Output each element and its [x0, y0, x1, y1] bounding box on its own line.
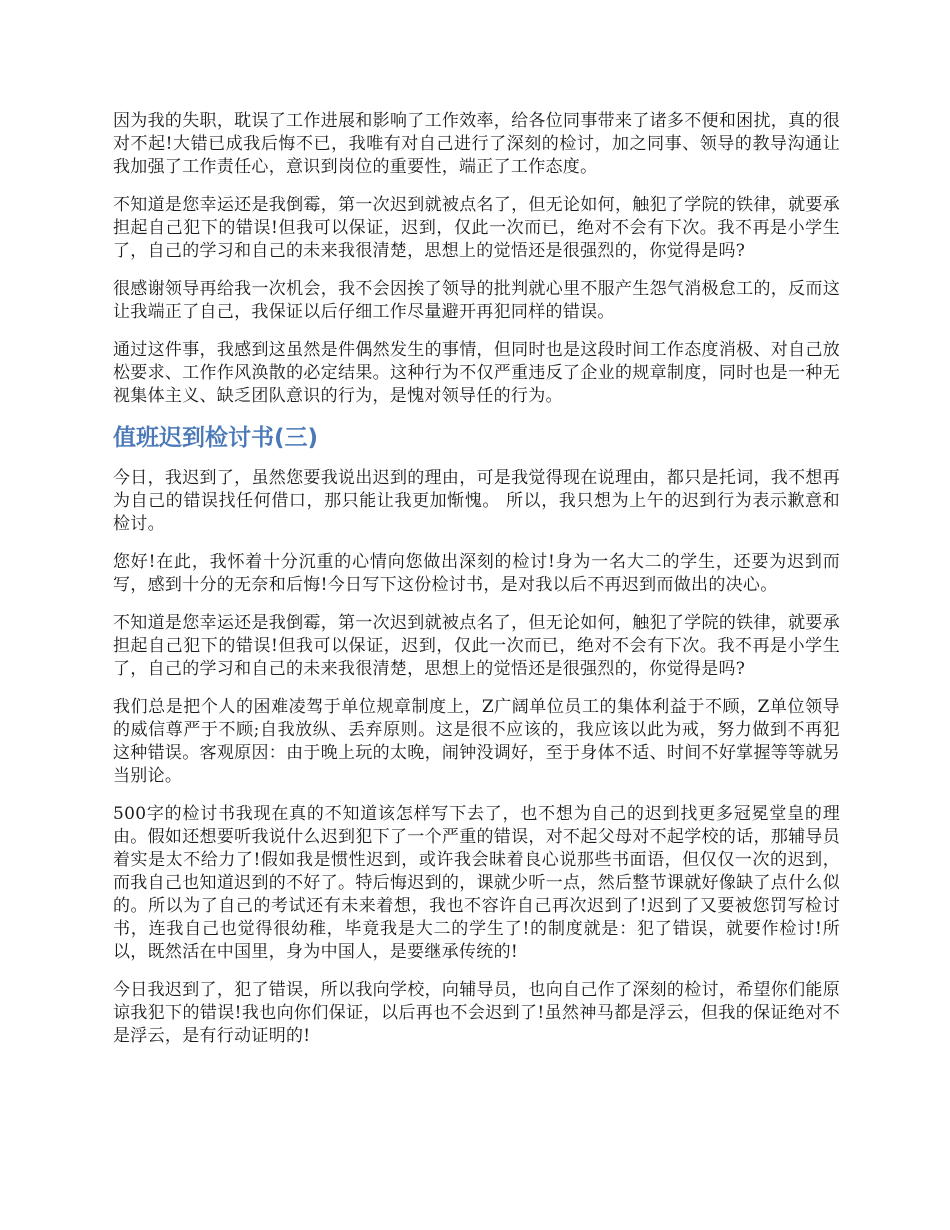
paragraph: 我们总是把个人的困难凌驾于单位规章制度上，Z广阔单位员工的集体利益于不顾，Z单位领导的威信尊严于不顾;自我放纵、丢弃原则。这是很不应该的，我应该以此为戒，努力做到不再犯这种错误。客观原因：由于晚上玩的太晚，闹钟没调好，至于身体不适、时间不好掌握等等就另当别论。: [113, 697, 840, 786]
paragraph: 通过这件事，我感到这虽然是件偶然发生的事情，但同时也是这段时间工作态度消极、对自己放松要求、工作作风涣散的必定结果。这种行为不仅严重违反了企业的规章制度，同时也是一种无视集体主义、缺乏团队意识的行为，是愧对领导任的行为。: [113, 340, 840, 406]
paragraph: 您好!在此，我怀着十分沉重的心情向您做出深刻的检讨!身为一名大二的学生，还要为迟到而写，感到十分的无奈和后悔!今日写下这份检讨书，是对我以后不再迟到而做出的决心。: [113, 552, 840, 595]
paragraph: 今日，我迟到了，虽然您要我说出迟到的理由，可是我觉得现在说理由，都只是托词，我不想再为自己的错误找任何借口，那只能让我更加惭愧。 所以，我只想为上午的迟到行为表示歉意和检讨。: [113, 468, 840, 534]
paragraph: 很感谢领导再给我一次机会，我不会因挨了领导的批判就心里不服产生怨气消极怠工的，反而这让我端正了自己，我保证以后仔细工作尽量避开再犯同样的错误。: [113, 279, 840, 322]
paragraph: 今日我迟到了，犯了错误，所以我向学校，向辅导员，也向自己作了深刻的检讨，希望你们能原谅我犯下的错误!我也向你们保证，以后再也不会迟到了!虽然神马都是浮云，但我的保证绝对不是浮云，是有行动证明的!: [113, 980, 840, 1046]
section-heading: 值班迟到检讨书(三): [113, 425, 319, 451]
document-page: [113, 110, 840, 1063]
paragraph: 因为我的失职，耽误了工作进展和影响了工作效率，给各位同事带来了诸多不便和困扰，真的很对不起!大错已成我后悔不已，我唯有对自己进行了深刻的检讨，加之同事、领导的教导沟通让我加强了工作责任心，意识到岗位的重要性，端正了工作态度。: [113, 111, 840, 177]
paragraph: 500字的检讨书我现在真的不知道该怎样写下去了，也不想为自己的迟到找更多冠冕堂皇的理由。假如还想要听我说什么迟到犯下了一个严重的错误，对不起父母对不起学校的话，那辅导员着实是太不给力了!假如我是惯性迟到，或许我会昧着良心说那些书面语，但仅仅一次的迟到，而我自己也知道迟到的不好了。特后悔迟到的，课就少听一点，然后整节课就好像缺了点什么似的。所以为了自己的考试还有未来着想，我也不容许自己再次迟到了!迟到了又要被您罚写检讨书，连我自己也觉得很幼稚，毕竟我是大二的学生了!的制度就是：犯了错误，就要作检讨!所以，既然活在中国里，身为中国人，是要继承传统的!: [113, 804, 840, 962]
paragraph: 不知道是您幸运还是我倒霉，第一次迟到就被点名了，但无论如何，触犯了学院的铁律，就要承担起自己犯下的错误!但我可以保证，迟到，仅此一次而已，绝对不会有下次。我不再是小学生了，自己的学习和自己的未来我很清楚，思想上的觉悟还是很强烈的，你觉得是吗?: [113, 195, 840, 261]
paragraph: 不知道是您幸运还是我倒霉，第一次迟到就被点名了，但无论如何，触犯了学院的铁律，就要承担起自己犯下的错误!但我可以保证，迟到，仅此一次而已，绝对不会有下次。我不再是小学生了，自己的学习和自己的未来我很清楚，思想上的觉悟还是很强烈的，你觉得是吗?: [113, 613, 840, 679]
